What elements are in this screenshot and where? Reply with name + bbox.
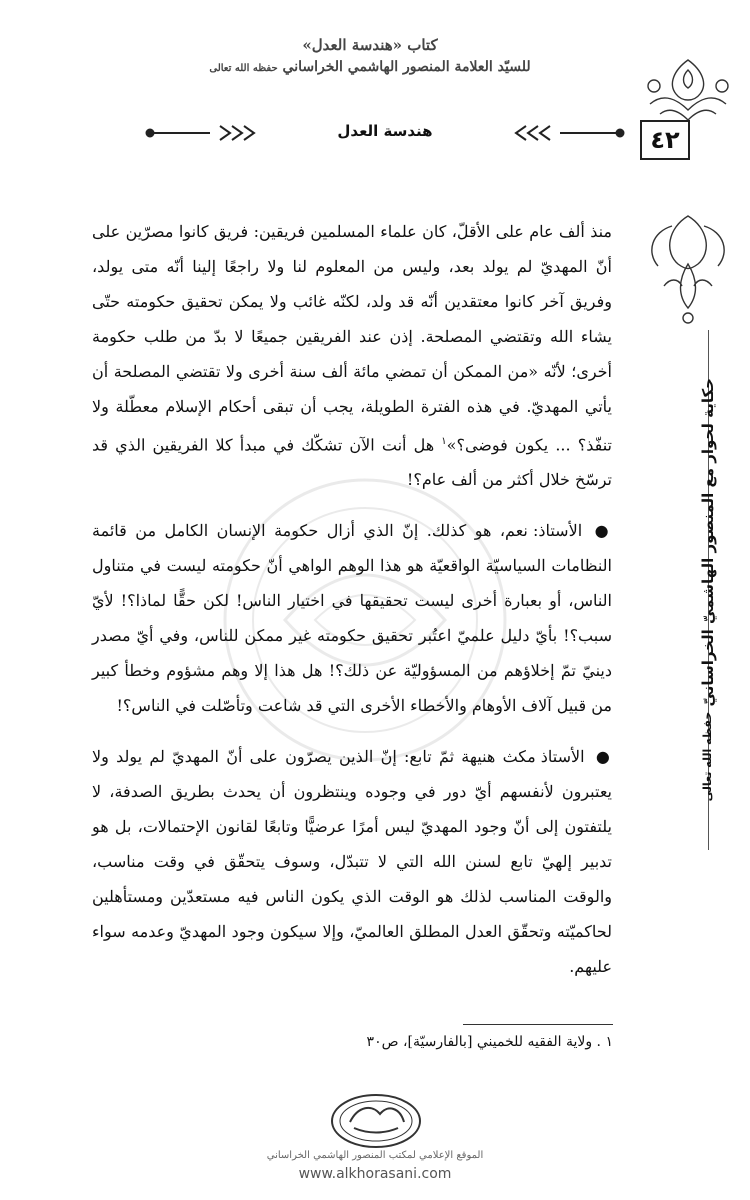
running-header-title: هندسة العدل	[329, 122, 440, 140]
author-name: للسيّد العلامة المنصور الهاشمي الخراساني	[282, 59, 531, 75]
paragraph	[92, 214, 612, 497]
site-url-link[interactable]: www.alkhorasani.com	[298, 1166, 452, 1182]
book-header	[150, 34, 590, 80]
body-text	[92, 214, 612, 1000]
site-tagline: الموقع الإعلامي لمكتب المنصور الهاشمي الخراساني	[266, 1150, 484, 1161]
side-title-text: حكاية لحوار مع المنصور الهاشميّ الخراسانيّ	[699, 378, 717, 707]
paragraph	[92, 513, 612, 723]
footnote: ١ . ولاية الفقيه للخميني [بالفارسيّة]، ص٣٠	[366, 1034, 613, 1050]
book-title: كتاب «هندسة العدل»	[302, 36, 438, 54]
paragraph-text: الأستاذ: نعم، هو كذلك. إنّ الذي أزال حكومة الإنسان الكامل من قائمة النظامات السياسيّة الواقعيّة هو هذا الوهم الواهي أنّ حكومته ليست في متناول الناس، أو بعبارة أخرى ليست تحقيقها في اختيار الناس! لكن حقًّا لماذا؟! لأيّ سبب؟! بأيّ دليل علميّ اعتُبر تحقيق حكومته غير ممكن للناس، وفي أيّ مصدر دينيّ تمّ إخلاؤهم من المسؤوليّة عن ذلك؟! هل هذا إلا وهم مشؤوم وخطأ كبير من قبيل آلاف الأوهام والأخطاء الأخرى التي قد شاعت وتأصّلت في الناس؟!	[92, 521, 612, 716]
bullet-icon: ●	[595, 747, 612, 767]
side-title-honorific: حفظه الله تعالى	[701, 712, 714, 802]
bullet-icon: ●	[594, 521, 613, 541]
page-number: ٤٢	[640, 120, 690, 160]
author-honorific: حفظه الله تعالى	[209, 63, 278, 74]
paragraph-tail: هل أنت الآن تشكّك في مبدأ كلا الفريقين الذي قد ترسّخ خلال أكثر من ألف عام؟!	[92, 435, 612, 490]
floral-ornament-icon	[638, 56, 738, 336]
seal-logo-icon	[328, 1092, 424, 1150]
paragraph-text: منذ ألف عام على الأقلّ، كان علماء المسلمين فريقين: فريق كانوا مصرّين على أنّ المهديّ لم يولد بعد، وليس من المعلوم لنا ولا راجعًا إلينا أنّه متى يولد، وفريق آخر كانوا معتقدين أنّه قد ولد، لكنّه غائب ولا يمكن تحقيق حكومته حتّى يشاء الله وتقتضي المصلحة. إذن عند الفريقين جميعًا لا بدّ من طلب حكومة أخرى؛ لأنّه «من الممكن أن تمضي مائة ألف سنة أخرى ولا تقتضي المصلحة أن يأتي المهديّ. في هذه الفترة الطويلة، يجب أن تبقى أحكام الإسلام معطّلة ولا تنفّذ؟ ... يكون فوضى؟»	[92, 222, 613, 455]
footnote-divider	[463, 1024, 613, 1025]
paragraph-text: الأستاذ مكث هنيهة ثمّ تابع: إنّ الذين يصرّون على أنّ المهديّ لم يولد ولا يعتبرون لأنفسهم أيّ دور في وجوده وينتظرون أن يحدث بطريق الصدفة، لا يلتفتون إلى أنّ وجود المهديّ ليس أمرًا عرضيًّا وتابعًا لقانون الإحتمالات، بل هو تدبير إلهيّ تابع لسنن الله التي لا تتبدّل، وسوف يتحقّق في وقت مناسب، والوقت المناسب لذلك هو الوقت الذي يكون الناس فيه مستعدّين ومستأهلين لحاكميّته وتحقّق العدل المطلق العالميّ، وإلا سيكون وجود المهديّ وعدمه سواء عليهم.	[92, 747, 612, 977]
paragraph	[92, 739, 612, 984]
side-title	[690, 330, 726, 850]
book-author	[150, 56, 590, 80]
footnote-ref[interactable]: ١	[441, 436, 447, 447]
